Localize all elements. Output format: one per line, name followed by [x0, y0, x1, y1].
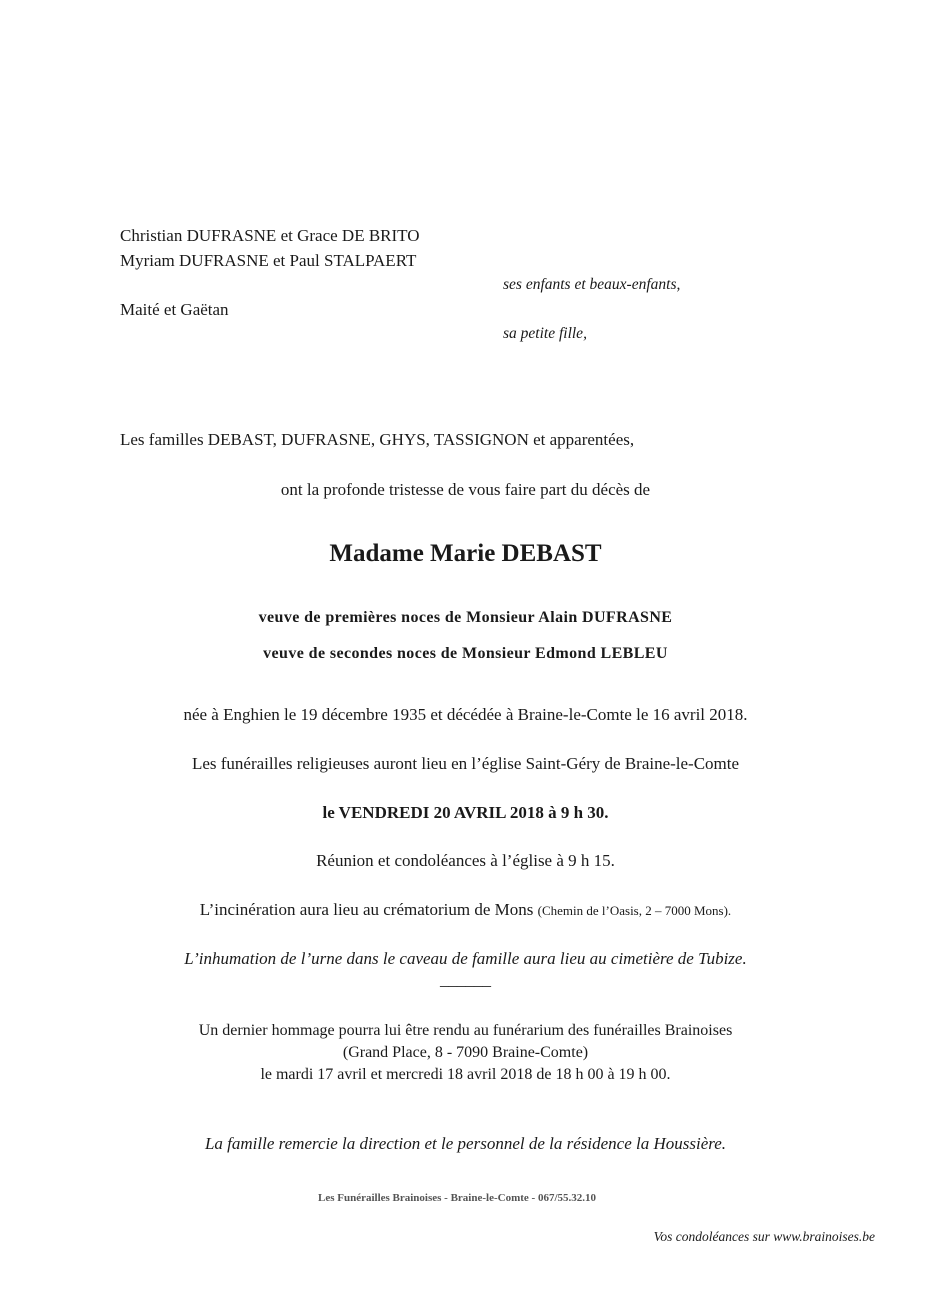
funeral-date: le VENDREDI 20 AVRIL 2018 à 9 h 30. — [322, 803, 609, 822]
meeting-time: Réunion et condoléances à l’église à 9 h 15. — [316, 851, 615, 870]
funeral-location: Les funérailles religieuses auront lieu en l’église Saint-Géry de Braine-le-Comte — [191, 754, 740, 773]
family-children-1: Christian DUFRASNE et Grace DE BRITO — [120, 226, 420, 245]
tribute-line-2: (Grand Place, 8 - 7090 Braine-Comte) — [342, 1044, 589, 1061]
family-children-role: ses enfants et beaux-enfants, — [503, 276, 681, 293]
funeral-home-footer: Les Funérailles Brainoises - Braine-le-Comte - 067/55.32.10 — [317, 1192, 597, 1204]
burial-line: L’inhumation de l’urne dans le caveau de famille aura lieu au cimetière de Tubize. — [184, 949, 747, 968]
family-grandchild: Maité et Gaëtan — [120, 300, 229, 319]
widow-first-marriage: veuve de premières noces de Monsieur Alain DUFRASNE — [258, 609, 673, 626]
family-list: Les familles DEBAST, DUFRASNE, GHYS, TASSIGNON et apparentées, — [120, 430, 635, 449]
deceased-name: Madame Marie DEBAST — [329, 540, 602, 567]
widow-second-marriage: veuve de secondes noces de Monsieur Edmond LEBLEU — [263, 645, 668, 662]
condolences-website: Vos condoléances sur www.brainoises.be — [653, 1229, 875, 1244]
tribute-line-1: Un dernier hommage pourra lui être rendu au funérarium des funérailles Brainoises — [198, 1022, 733, 1039]
announcement-intro: ont la profonde tristesse de vous faire part du décès de — [280, 480, 651, 499]
cremation-address: (Chemin de l’Oasis, 2 – 7000 Mons). — [537, 903, 732, 918]
birth-death-line: née à Enghien le 19 décembre 1935 et décédée à Braine-le-Comte le 16 avril 2018. — [183, 705, 748, 724]
tribute-line-3: le mardi 17 avril et mercredi 18 avril 2018 de 18 h 00 à 19 h 00. — [260, 1066, 671, 1083]
family-children-2: Myriam DUFRASNE et Paul STALPAERT — [120, 251, 417, 270]
thanks-line: La famille remercie la direction et le personnel de la résidence la Houssière. — [204, 1134, 727, 1153]
cremation-text: L’incinération aura lieu au crématorium de Mons — [199, 900, 534, 919]
family-grandchild-role: sa petite fille, — [503, 325, 587, 342]
cremation-line — [0, 900, 931, 920]
separator-line: ______ — [440, 970, 491, 989]
